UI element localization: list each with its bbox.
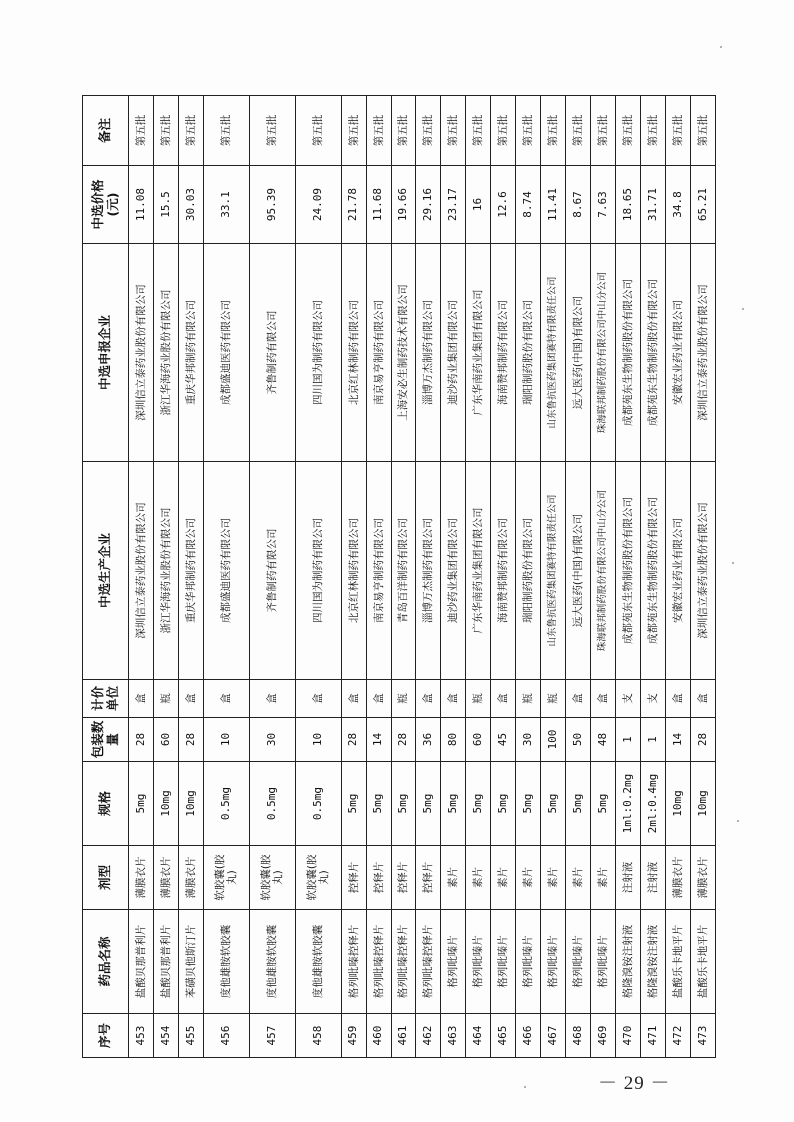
cell-form: 注射液	[640, 846, 665, 910]
table-row	[203, 96, 249, 1058]
cell-name: 格列吡嗪片	[491, 910, 516, 1014]
cell-pack: 10	[203, 718, 249, 762]
table-row	[295, 96, 341, 1058]
cell-applicant: 北京红林制药有限公司	[341, 244, 366, 462]
cell-producer: 淄博万杰制药有限公司	[416, 462, 441, 680]
cell-seq: 466	[516, 1014, 541, 1058]
cell-pack: 10	[295, 718, 341, 762]
cell-applicant: 广东华南药业集团有限公司	[466, 244, 491, 462]
cell-unit: 瓶	[541, 680, 566, 718]
cell-unit: 瓶	[466, 680, 491, 718]
table-row	[690, 96, 715, 1058]
cell-producer: 浙江华海药业股份有限公司	[153, 462, 178, 680]
cell-form: 软胶囊(胶丸)	[249, 846, 295, 910]
cell-price: 30.03	[178, 166, 203, 244]
table-row	[491, 96, 516, 1058]
cell-pack: 28	[341, 718, 366, 762]
cell-note: 第五批	[178, 96, 203, 166]
cell-producer: 深圳信立泰药业股份有限公司	[690, 462, 715, 680]
cell-unit: 支	[615, 680, 640, 718]
cell-spec: 0.5mg	[295, 762, 341, 846]
cell-price: 8.74	[516, 166, 541, 244]
cell-seq: 465	[491, 1014, 516, 1058]
cell-pack: 80	[441, 718, 466, 762]
cell-price: 21.78	[341, 166, 366, 244]
cell-form: 控释片	[341, 846, 366, 910]
cell-applicant: 上海安必生制药技术有限公司	[391, 244, 416, 462]
cell-producer: 成都苑东生物制药股份有限公司	[615, 462, 640, 680]
cell-spec: 5mg	[516, 762, 541, 846]
cell-spec: 5mg	[341, 762, 366, 846]
cell-price: 11.68	[366, 166, 391, 244]
header-applicant: 中选申报企业	[83, 244, 129, 462]
cell-producer: 迪沙药业集团有限公司	[441, 462, 466, 680]
cell-seq: 464	[466, 1014, 491, 1058]
cell-pack: 60	[466, 718, 491, 762]
cell-note: 第五批	[516, 96, 541, 166]
cell-applicant: 成都苑东生物制药股份有限公司	[615, 244, 640, 462]
cell-unit: 盒	[591, 680, 616, 718]
table-row	[640, 96, 665, 1058]
cell-price: 12.6	[491, 166, 516, 244]
cell-price: 18.65	[615, 166, 640, 244]
header-note: 备注	[83, 96, 129, 166]
cell-pack: 28	[391, 718, 416, 762]
cell-note: 第五批	[591, 96, 616, 166]
cell-spec: 5mg	[366, 762, 391, 846]
cell-applicant: 齐鲁制药有限公司	[249, 244, 295, 462]
cell-unit: 盒	[441, 680, 466, 718]
cell-pack: 1	[640, 718, 665, 762]
cell-seq: 456	[203, 1014, 249, 1058]
cell-seq: 459	[341, 1014, 366, 1058]
cell-name: 度他雄胺软胶囊	[249, 910, 295, 1014]
cell-name: 格列吡嗪控释片	[341, 910, 366, 1014]
cell-spec: 2ml:0.4mg	[640, 762, 665, 846]
header-form: 剂型	[83, 846, 129, 910]
cell-unit: 盒	[341, 680, 366, 718]
table-row	[516, 96, 541, 1058]
cell-unit: 瓶	[391, 680, 416, 718]
cell-name: 格隆溴铵注射液	[640, 910, 665, 1014]
cell-price: 65.21	[690, 166, 715, 244]
cell-note: 第五批	[153, 96, 178, 166]
cell-price: 29.16	[416, 166, 441, 244]
cell-unit: 盒	[665, 680, 690, 718]
cell-pack: 28	[690, 718, 715, 762]
cell-producer: 青岛百洋制药有限公司	[391, 462, 416, 680]
cell-name: 格列吡嗪控释片	[366, 910, 391, 1014]
cell-producer: 深圳信立泰药业股份有限公司	[129, 462, 154, 680]
cell-unit: 瓶	[153, 680, 178, 718]
table-header-row	[83, 96, 129, 1058]
cell-producer: 山东鲁抗医药集团赛特有限责任公司	[541, 462, 566, 680]
cell-price: 34.8	[665, 166, 690, 244]
cell-note: 第五批	[640, 96, 665, 166]
cell-seq: 462	[416, 1014, 441, 1058]
header-name: 药品名称	[83, 910, 129, 1014]
table-body	[129, 96, 716, 1058]
cell-name: 格列吡嗪片	[541, 910, 566, 1014]
cell-producer: 远大医药(中国)有限公司	[566, 462, 591, 680]
cell-name: 格列吡嗪控释片	[391, 910, 416, 1014]
cell-pack: 14	[665, 718, 690, 762]
cell-applicant: 珠海联邦制药股份有限公司中山分公司	[591, 244, 616, 462]
cell-producer: 齐鲁制药有限公司	[249, 462, 295, 680]
cell-form: 素片	[541, 846, 566, 910]
cell-name: 盐酸乐卡地平片	[690, 910, 715, 1014]
cell-spec: 5mg	[591, 762, 616, 846]
cell-form: 软胶囊(胶丸)	[203, 846, 249, 910]
cell-producer: 珠海联邦制药股份有限公司中山分公司	[591, 462, 616, 680]
cell-producer: 北京红林制药有限公司	[341, 462, 366, 680]
table-row	[391, 96, 416, 1058]
cell-note: 第五批	[566, 96, 591, 166]
cell-price: 23.17	[441, 166, 466, 244]
cell-note: 第五批	[391, 96, 416, 166]
cell-form: 素片	[491, 846, 516, 910]
cell-price: 15.5	[153, 166, 178, 244]
cell-spec: 5mg	[129, 762, 154, 846]
cell-form: 素片	[566, 846, 591, 910]
cell-name: 格列吡嗪片	[591, 910, 616, 1014]
cell-price: 95.39	[249, 166, 295, 244]
cell-producer: 南京易亨制药有限公司	[366, 462, 391, 680]
cell-pack: 50	[566, 718, 591, 762]
header-price: 中选价格(元)	[83, 166, 129, 244]
cell-applicant: 重庆华邦制药有限公司	[178, 244, 203, 462]
cell-seq: 458	[295, 1014, 341, 1058]
cell-spec: 5mg	[416, 762, 441, 846]
cell-unit: 瓶	[516, 680, 541, 718]
cell-applicant: 成都苑东生物制药股份有限公司	[640, 244, 665, 462]
cell-name: 格列吡嗪片	[466, 910, 491, 1014]
cell-note: 第五批	[416, 96, 441, 166]
cell-applicant: 深圳信立泰药业股份有限公司	[129, 244, 154, 462]
cell-spec: 5mg	[466, 762, 491, 846]
cell-name: 格列吡嗪片	[441, 910, 466, 1014]
cell-unit: 盒	[129, 680, 154, 718]
cell-note: 第五批	[665, 96, 690, 166]
table-row	[615, 96, 640, 1058]
cell-note: 第五批	[441, 96, 466, 166]
scan-speck	[742, 308, 744, 310]
table-row	[366, 96, 391, 1058]
cell-spec: 5mg	[541, 762, 566, 846]
table-row	[178, 96, 203, 1058]
scan-speck	[737, 820, 739, 822]
cell-form: 薄膜衣片	[690, 846, 715, 910]
cell-applicant: 四川国为制药有限公司	[295, 244, 341, 462]
cell-form: 素片	[466, 846, 491, 910]
cell-pack: 30	[516, 718, 541, 762]
cell-note: 第五批	[366, 96, 391, 166]
cell-applicant: 南京易亨制药有限公司	[366, 244, 391, 462]
table-row	[591, 96, 616, 1058]
cell-producer: 成都盛迪医药有限公司	[203, 462, 249, 680]
cell-seq: 473	[690, 1014, 715, 1058]
page-number: － 29 －	[598, 1073, 671, 1094]
cell-applicant: 浙江华海药业股份有限公司	[153, 244, 178, 462]
cell-spec: 10mg	[665, 762, 690, 846]
cell-seq: 453	[129, 1014, 154, 1058]
cell-name: 盐酸贝那普利片	[129, 910, 154, 1014]
cell-applicant: 瑞阳制药股份有限公司	[516, 244, 541, 462]
cell-seq: 471	[640, 1014, 665, 1058]
cell-price: 31.71	[640, 166, 665, 244]
cell-applicant: 安徽宏业药业有限公司	[665, 244, 690, 462]
cell-seq: 467	[541, 1014, 566, 1058]
cell-producer: 四川国为制药有限公司	[295, 462, 341, 680]
cell-form: 素片	[441, 846, 466, 910]
cell-spec: 5mg	[441, 762, 466, 846]
drug-procurement-table	[82, 95, 716, 1058]
cell-form: 薄膜衣片	[129, 846, 154, 910]
cell-pack: 28	[178, 718, 203, 762]
cell-pack: 48	[591, 718, 616, 762]
table-row	[416, 96, 441, 1058]
cell-seq: 461	[391, 1014, 416, 1058]
cell-applicant: 淄博万杰制药有限公司	[416, 244, 441, 462]
table-row	[541, 96, 566, 1058]
cell-seq: 457	[249, 1014, 295, 1058]
cell-applicant: 远大医药(中国)有限公司	[566, 244, 591, 462]
cell-unit: 盒	[491, 680, 516, 718]
cell-name: 格隆溴铵注射液	[615, 910, 640, 1014]
cell-note: 第五批	[295, 96, 341, 166]
cell-unit: 盒	[566, 680, 591, 718]
cell-pack: 14	[366, 718, 391, 762]
table-row	[341, 96, 366, 1058]
cell-name: 苯磺贝他斯汀片	[178, 910, 203, 1014]
cell-form: 素片	[516, 846, 541, 910]
cell-seq: 469	[591, 1014, 616, 1058]
cell-price: 11.08	[129, 166, 154, 244]
cell-spec: 1ml:0.2mg	[615, 762, 640, 846]
cell-note: 第五批	[249, 96, 295, 166]
cell-seq: 468	[566, 1014, 591, 1058]
cell-note: 第五批	[341, 96, 366, 166]
cell-name: 格列吡嗪控释片	[416, 910, 441, 1014]
table-row	[153, 96, 178, 1058]
cell-spec: 0.5mg	[249, 762, 295, 846]
header-spec: 规格	[83, 762, 129, 846]
cell-note: 第五批	[129, 96, 154, 166]
cell-unit: 盒	[178, 680, 203, 718]
table-row	[566, 96, 591, 1058]
cell-name: 格列吡嗪片	[516, 910, 541, 1014]
cell-note: 第五批	[466, 96, 491, 166]
cell-producer: 重庆华邦制药有限公司	[178, 462, 203, 680]
cell-applicant: 山东鲁抗医药集团赛特有限责任公司	[541, 244, 566, 462]
cell-price: 16	[466, 166, 491, 244]
cell-pack: 45	[491, 718, 516, 762]
cell-price: 33.1	[203, 166, 249, 244]
cell-unit: 盒	[416, 680, 441, 718]
table-row	[129, 96, 154, 1058]
header-producer: 中选生产企业	[83, 462, 129, 680]
cell-spec: 10mg	[153, 762, 178, 846]
cell-applicant: 海南赞邦制药有限公司	[491, 244, 516, 462]
cell-unit: 盒	[690, 680, 715, 718]
cell-producer: 安徽宏业药业有限公司	[665, 462, 690, 680]
cell-spec: 10mg	[178, 762, 203, 846]
cell-spec: 0.5mg	[203, 762, 249, 846]
cell-price: 7.63	[591, 166, 616, 244]
cell-spec: 5mg	[566, 762, 591, 846]
cell-pack: 1	[615, 718, 640, 762]
cell-spec: 5mg	[391, 762, 416, 846]
cell-name: 格列吡嗪片	[566, 910, 591, 1014]
cell-pack: 36	[416, 718, 441, 762]
cell-producer: 海南赞邦制药有限公司	[491, 462, 516, 680]
cell-seq: 455	[178, 1014, 203, 1058]
cell-seq: 454	[153, 1014, 178, 1058]
cell-form: 素片	[591, 846, 616, 910]
cell-seq: 460	[366, 1014, 391, 1058]
cell-name: 盐酸乐卡地平片	[665, 910, 690, 1014]
scan-speck	[524, 1086, 526, 1088]
header-pack: 包装数量	[83, 718, 129, 762]
cell-form: 控释片	[416, 846, 441, 910]
cell-note: 第五批	[491, 96, 516, 166]
cell-unit: 盒	[366, 680, 391, 718]
cell-name: 度他雄胺软胶囊	[295, 910, 341, 1014]
header-seq: 序号	[83, 1014, 129, 1058]
cell-producer: 瑞阳制药股份有限公司	[516, 462, 541, 680]
cell-applicant: 成都盛迪医药有限公司	[203, 244, 249, 462]
cell-form: 薄膜衣片	[178, 846, 203, 910]
table-row	[249, 96, 295, 1058]
cell-unit: 支	[640, 680, 665, 718]
cell-form: 注射液	[615, 846, 640, 910]
rotated-table-container	[82, 96, 716, 1058]
scan-speck	[732, 562, 734, 564]
cell-seq: 470	[615, 1014, 640, 1058]
cell-seq: 472	[665, 1014, 690, 1058]
cell-price: 8.67	[566, 166, 591, 244]
cell-price: 19.66	[391, 166, 416, 244]
cell-form: 控释片	[391, 846, 416, 910]
table-row	[441, 96, 466, 1058]
cell-note: 第五批	[541, 96, 566, 166]
header-unit: 计价单位	[83, 680, 129, 718]
cell-applicant: 深圳信立泰药业股份有限公司	[690, 244, 715, 462]
scan-speck	[720, 46, 722, 48]
cell-pack: 28	[129, 718, 154, 762]
cell-pack: 60	[153, 718, 178, 762]
cell-form: 薄膜衣片	[665, 846, 690, 910]
cell-unit: 盒	[203, 680, 249, 718]
cell-seq: 463	[441, 1014, 466, 1058]
cell-price: 24.09	[295, 166, 341, 244]
cell-form: 薄膜衣片	[153, 846, 178, 910]
cell-note: 第五批	[615, 96, 640, 166]
cell-applicant: 迪沙药业集团有限公司	[441, 244, 466, 462]
cell-spec: 10mg	[690, 762, 715, 846]
table-row	[466, 96, 491, 1058]
cell-name: 度他雄胺软胶囊	[203, 910, 249, 1014]
table-row	[665, 96, 690, 1058]
cell-note: 第五批	[203, 96, 249, 166]
cell-producer: 广东华南药业集团有限公司	[466, 462, 491, 680]
cell-unit: 盒	[295, 680, 341, 718]
cell-form: 控释片	[366, 846, 391, 910]
cell-price: 11.41	[541, 166, 566, 244]
cell-producer: 成都苑东生物制药股份有限公司	[640, 462, 665, 680]
cell-pack: 30	[249, 718, 295, 762]
cell-note: 第五批	[690, 96, 715, 166]
cell-name: 盐酸贝那普利片	[153, 910, 178, 1014]
cell-form: 软胶囊(胶丸)	[295, 846, 341, 910]
cell-unit: 盒	[249, 680, 295, 718]
cell-pack: 100	[541, 718, 566, 762]
cell-spec: 5mg	[491, 762, 516, 846]
